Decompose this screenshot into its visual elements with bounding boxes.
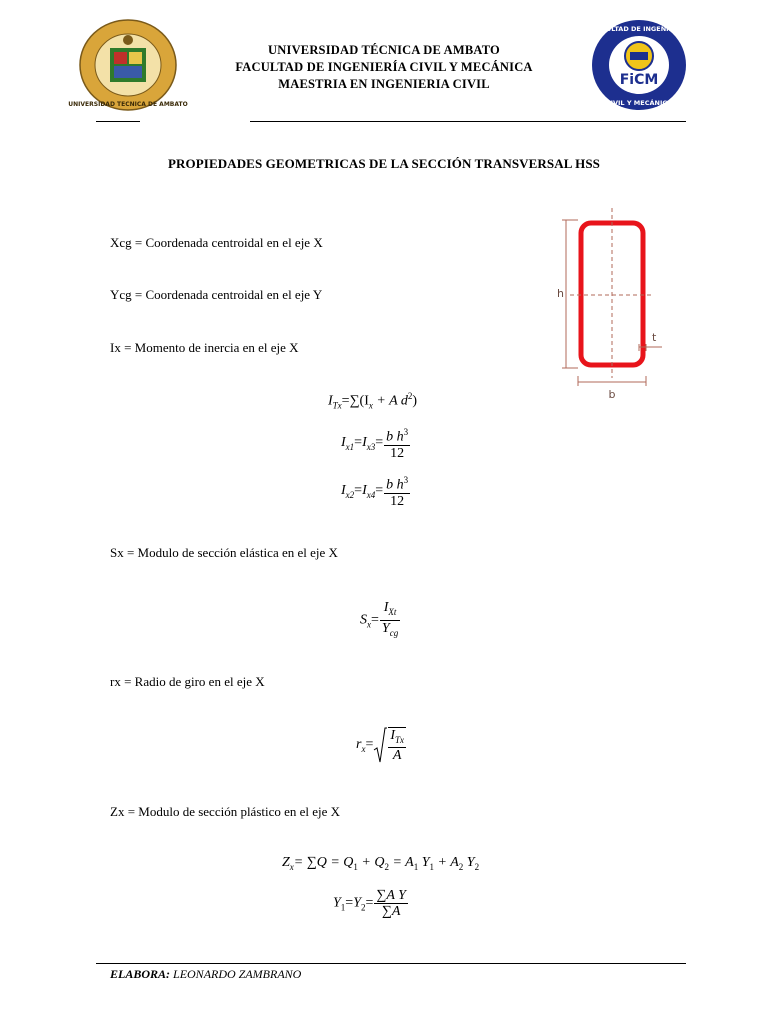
footer-author — [110, 967, 301, 982]
equation-sx: $S_x=$ $\frac{I_{Xt}}{Y_{cg}}$ — [360, 600, 399, 638]
faculty-name: FACULTAD DE INGENIERÍA CIVIL Y MECÁNICA — [235, 60, 533, 74]
definition-ix: Ix = Momento de inercia en el eje X — [110, 340, 299, 355]
equation-y1-y2: $Y_1=Y_2=$ $\frac{\text{∑A Y}}{\sum A}$ — [333, 888, 406, 919]
equation-zx: $Z_x= \sum Q = Q_1 + Q_2 = A_1$ $Y_1 + A_2$ $Y_2$ — [282, 855, 480, 872]
equation-ix2-ix4: $I_{x2}=I_{x4}=$ $\frac{b h^3}{12}$ — [341, 475, 409, 509]
ficm-seal-logo — [590, 18, 688, 112]
definition-sx: Sx = Modulo de sección elástica en el eje X — [110, 545, 338, 560]
university-name: UNIVERSIDAD TÉCNICA DE AMBATO — [268, 43, 500, 57]
dimension-t-label: t — [652, 331, 657, 344]
equation-ix1-ix3: $I_{x1}=I_{x3}=$ $\frac{b h^3}{12}$ — [341, 427, 409, 461]
footer-author-name: LEONARDO ZAMBRANO — [173, 967, 302, 981]
ficm-ring-top: FACULTAD DE INGENIERIA — [592, 25, 686, 33]
equation-itx: $I_{Tx}=\sum(I_x + A$ $d^2$) — [328, 391, 418, 411]
hss-section-diagram — [548, 208, 668, 408]
institution-header — [200, 42, 568, 93]
footer-label: ELABORA: — [110, 967, 171, 981]
definition-ycg: Ycg = Coordenada centroidal en el eje Y — [110, 287, 323, 302]
header-rule-short — [96, 121, 140, 122]
ficm-text: FiCM — [619, 72, 659, 88]
equation-rx: $r_x=$ $\frac{I_{Tx}}{A}$ — [356, 727, 405, 764]
dimension-h-label: h — [557, 287, 564, 300]
ficm-ring-bottom: CIVIL Y MECÁNICA — [605, 99, 673, 107]
definition-rx: rx = Radio de giro en el eje X — [110, 674, 265, 689]
seal-ring-text: UNIVERSIDAD TECNICA DE AMBATO — [68, 101, 188, 108]
university-seal-logo — [68, 18, 188, 112]
footer-rule — [96, 963, 686, 964]
definition-zx: Zx = Modulo de sección plástico en el eje X — [110, 804, 341, 819]
radical-sign — [373, 726, 387, 764]
program-name: MAESTRIA EN INGENIERIA CIVIL — [278, 77, 490, 91]
header-rule-long — [250, 121, 686, 122]
dimension-b-label: b — [608, 388, 616, 401]
page-title: PROPIEDADES GEOMETRICAS DE LA SECCIÓN TRANSVERSAL HSS — [168, 156, 600, 171]
definition-xcg: Xcg = Coordenada centroidal en el eje X — [110, 235, 323, 250]
